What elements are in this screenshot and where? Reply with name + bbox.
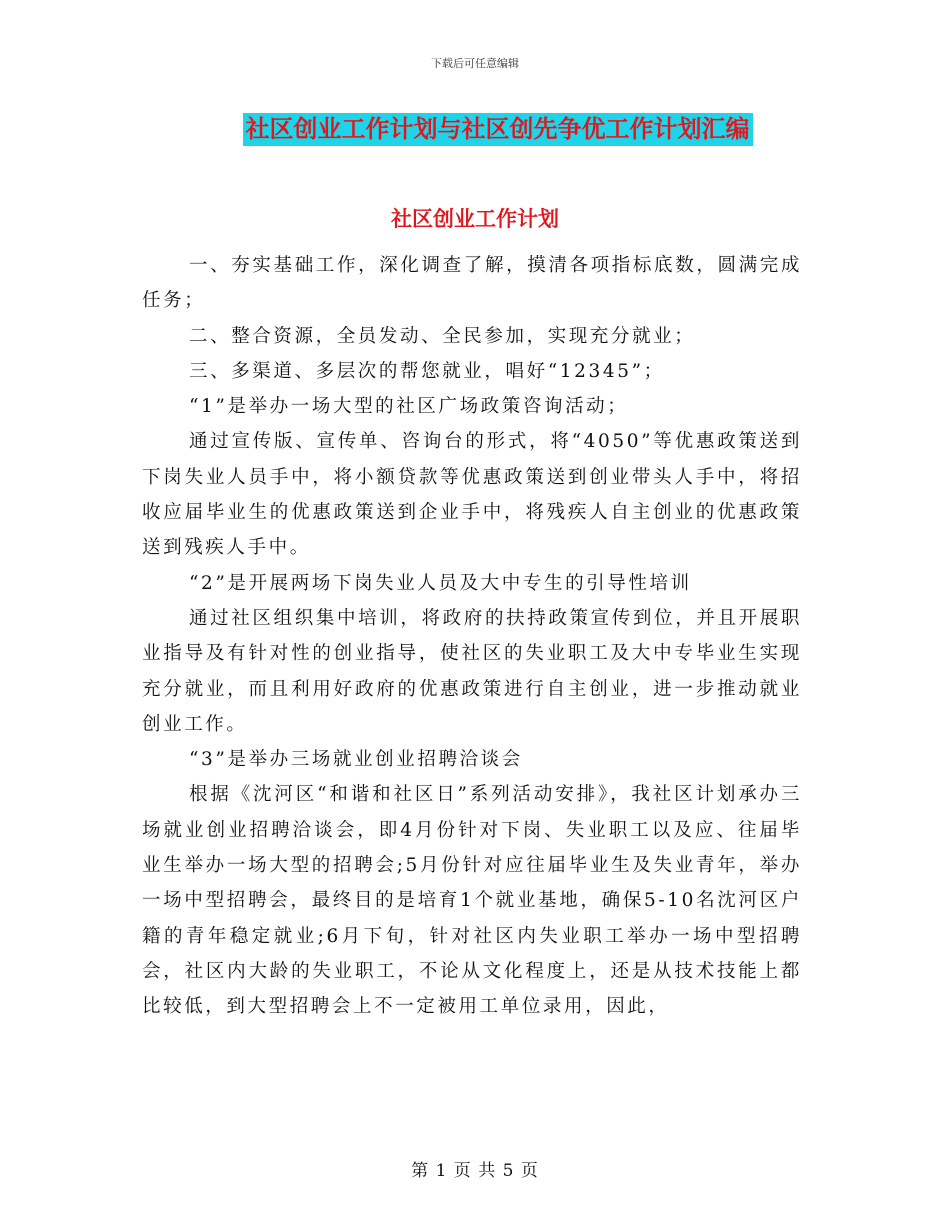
paragraph: “2”是开展两场下岗失业人员及大中专生的引导性培训 xyxy=(189,572,692,594)
paragraph: 一、夯实基础工作，深化调查了解，摸清各项指标底数，圆满完成任务； xyxy=(142,255,802,312)
paragraph: 通过社区组织集中培训，将政府的扶持政策宣传到位，并且开展职业指导及有针对性的创业指导，使社区的失业职工及大中专毕业生实现充分就业，而且利用好政府的优惠政策进行自主创业，进一步推动就业创业工作。 xyxy=(142,607,802,735)
page-footer: 第 1 页 共 5 页 xyxy=(411,1161,539,1181)
paragraph: 二、整合资源，全员发动、全民参加，实现充分就业； xyxy=(189,325,696,347)
paragraph: 通过宣传版、宣传单、咨询台的形式，将“4050”等优惠政策送到下岗失业人员手中，将小额贷款等优惠政策送到创业带头人手中，将招收应届毕业生的优惠政策送到企业手中，将残疾人自主创业的优惠政策送到残疾人手中。 xyxy=(142,431,802,559)
paragraph: 三、多渠道、多层次的帮您就业，唱好“12345”； xyxy=(189,360,665,382)
document-body xyxy=(142,248,802,1025)
paragraph: “3”是举办三场就业创业招聘洽谈会 xyxy=(189,749,523,771)
section-title: 社区创业工作计划 xyxy=(391,207,559,231)
paragraph: “1”是举办一场大型的社区广场政策咨询活动； xyxy=(189,396,629,418)
header-note: 下载后可任意编辑 xyxy=(431,57,519,70)
main-title-wrapper xyxy=(0,113,950,146)
paragraph: 根据《沈河区“和谐和社区日”系列活动安排》，我社区计划承办三场就业创业招聘洽谈会，即4月份针对下岗、失业职工以及应、往届毕业生举办一场大型的招聘会;5月份针对应往届毕业生及失业青年，举办一场中型招聘会，最终目的是培育1个就业基地，确保5-10名沈河区户籍的青年稳定就业;6月下旬，针对社区内失业职工举办一场中型招聘会，社区内大龄的失业职工，不论从文化程度上，还是从技术技能上都比较低，到大型招聘会上不一定被用工单位录用，因此， xyxy=(142,784,802,1018)
main-title: 社区创业工作计划与社区创先争优工作计划汇编 xyxy=(243,113,753,146)
